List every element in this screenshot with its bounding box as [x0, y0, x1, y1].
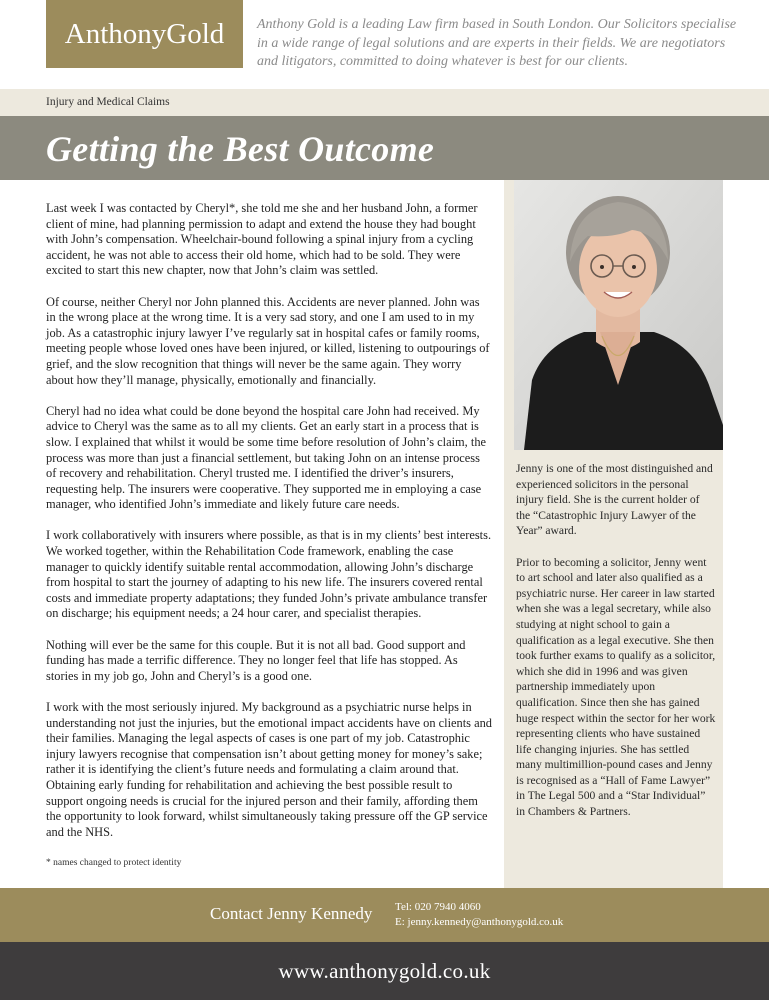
article-paragraph: Of course, neither Cheryl nor John planned this. Accidents are never planned. John was in the wrong place at the wrong time. It is a very sad story, and one I am used to in my job. As a catastrophic injury lawyer I’ve regularly sat in hospital cafes or family rooms, meeting people whose loved ones have been injured, or killed, listening to outpourings of grief, and the slow recognition that things will never be the same again. They worry about how they’ll manage, physically, emotionally and financially. [46, 294, 490, 387]
page-title: Getting the Best Outcome [46, 129, 435, 169]
article-paragraph: I work collaboratively with insurers where possible, as that is in my clients’ best interests. We worked together, within the Rehabilitation Code framework, enabling the case manager to quickly identify suitable rental accommodation, allowing John’s discharge from hospital to start the journey of adapting to his new life. The insurers covered rental costs and immediate property adaptations; they funded John’s private ambulance transfer on discharge; his equipment needs; a 24 hour carer, and specialist therapies. [46, 528, 492, 621]
article-paragraph: Last week I was contacted by Cheryl*, she told me she and her husband John, a former client of mine, had planning permission to adapt and extend the house they had bought with John’s compensation. Wheelchair-bound following a spinal injury from a cycling accident, he was not able to access their old home, which had to be sold. They were excited to start this new chapter, now that John’s claim was settled. [46, 201, 478, 278]
bio-paragraph: Prior to becoming a solicitor, Jenny went to art school and later also qualified as a psychiatric nurse. Her career in law started when she was a legal secretary, while also studying at night school to gain a qualification as a legal executive. She then took further exams to qualify as a solicitor, which she did in 1996 and was given partnership immediately upon qualification. Since then she has gained huge respect within the sector for her work representing clients who have sustained life changing injuries. She has settled many multimillion-pound cases and Jenny is recognised as a “Hall of Fame Lawyer” in The Legal 500 and a “Star Individual” in Chambers & Partners. [516, 555, 716, 819]
contact-label: Contact Jenny Kennedy [210, 904, 373, 923]
logo-text: AnthonyGold [64, 17, 225, 50]
sidebar [504, 180, 723, 888]
contact-band [0, 888, 769, 942]
bio-paragraph: Jenny is one of the most distinguished and experienced solicitors in the personal injury field. She is the current holder of the “Catastrophic Injury Lawyer of the Year” award. [516, 462, 713, 538]
category-band [0, 89, 769, 116]
bio-text [516, 461, 716, 835]
website-link[interactable]: www.anthonygold.co.uk [278, 958, 491, 983]
contact-phone[interactable]: Tel: 020 7940 4060 [395, 901, 481, 913]
footnote: * names changed to protect identity [46, 858, 182, 868]
article-body [46, 201, 492, 856]
logo [46, 0, 243, 68]
article-paragraph: I work with the most seriously injured. My background as a psychiatric nurse helps in understanding not just the injuries, but the emotional impact accidents have on clients and their families. Managing the legal aspects of cases is one part of my job. Catastrophic injury lawyers recognise that compensation isn’t about getting money for money’s sake; rather it is identifying the client’s future needs and formulating a claim around that. Obtaining early funding for rehabilitation and achieving the best possible result to support ongoing needs is crucial for the injured person and their family, affording them the opportunity to look forward, whilst simultaneously taking pressure off the GP service and the NHS. [46, 700, 492, 839]
contact-email[interactable]: E: jenny.kennedy@anthonygold.co.uk [395, 916, 564, 928]
article-paragraph: Nothing will ever be the same for this couple. But it is not all bad. Good support and funding has made a terrific difference. They no longer feel that life has stopped. As stories in my job go, John and Cheryl’s is a good one. [46, 637, 466, 683]
intro-text: Anthony Gold is a leading Law firm based in South London. Our Solicitors specialise in a wide range of legal solutions and are experts in their fields. We are negotiators and litigators, committed to doing whatever is best for our clients. [257, 17, 737, 69]
website-band [0, 942, 769, 1000]
title-band [0, 116, 769, 180]
article-paragraph: Cheryl had no idea what could be done beyond the hospital care John had received. My advice to Cheryl was the same as to all my clients. Get an early start in a process that is slow. I explained that whilst it would be some time before resolution of John’s claim, the process was more than just a financial settlement, but taking John on an intense process of recovery and rehabilitation. Cheryl trusted me. I identified the driver’s insurers, requesting help. The insurers were cooperative. They supported me in employing a case manager, who identified John’s immediate and likely future care needs. [46, 403, 487, 512]
category-label: Injury and Medical Claims [46, 96, 170, 108]
portrait-illustration [514, 180, 723, 450]
portrait-photo [514, 180, 723, 450]
